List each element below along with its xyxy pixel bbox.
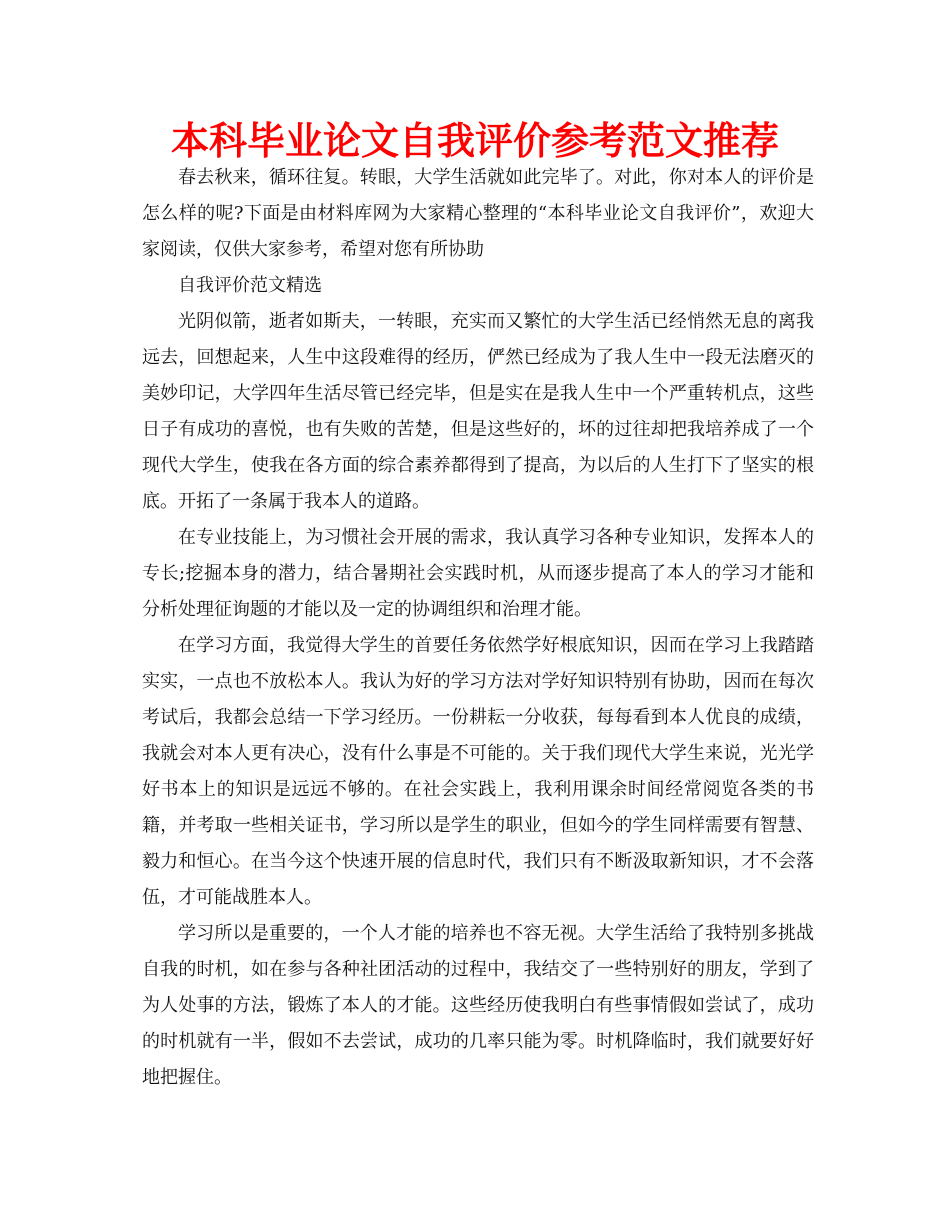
paragraph: 在学习方面，我觉得大学生的首要任务依然学好根底知识，因而在学习上我踏踏实实，一点也不放松本人。我认为好的学习方法对学好知识特别有协助，因而在每次考试后，我都会总结一下学习经历。一份耕耘一分收获，每每看到本人优良的成绩，我就会对本人更有决心，没有什么事是不可能的。关于我们现代大学生来说，光光学好书本上的知识是远远不够的。在社会实践上，我利用课余时间经常阅览各类的书籍，并考取一些相关证书，学习所以是学生的职业，但如今的学生同样需要有智慧、毅力和恒心。在当今这个快速开展的信息时代，我们只有不断汲取新知识，才不会落伍，才可能战胜本人。	[142, 635, 814, 908]
document-body	[142, 160, 814, 1096]
paragraph-intro: 春去秋来，循环往复。转眼，大学生活就如此完毕了。对此，你对本人的评价是怎么样的呢?下面是由材料库网为大家精心整理的“本科毕业论文自我评价”，欢迎大家阅读，仅供大家参考，希望对您有所协助	[142, 167, 814, 260]
document-title: 本科毕业论文自我评价参考范文推荐	[170, 119, 779, 163]
section-heading: 自我评价范文精选	[178, 275, 322, 296]
paragraph: 光阴似箭，逝者如斯夫，一转眼，充实而又繁忙的大学生活已经悄然无息的离我远去，回想起来，人生中这段难得的经历，俨然已经成为了我人生中一段无法磨灭的美妙印记，大学四年生活尽管已经完毕，但是实在是我人生中一个严重转机点，这些日子有成功的喜悦，也有失败的苦楚，但是这些好的，坏的过往却把我培养成了一个现代大学生，使我在各方面的综合素养都得到了提高，为以后的人生打下了坚实的根底。开拓了一条属于我本人的道路。	[142, 311, 814, 512]
paragraph: 在专业技能上，为习惯社会开展的需求，我认真学习各种专业知识，发挥本人的专长;挖掘本身的潜力，结合暑期社会实践时机，从而逐步提高了本人的学习才能和分析处理征询题的才能以及一定的协调组织和治理才能。	[142, 527, 814, 620]
paragraph: 学习所以是重要的，一个人才能的培养也不容无视。大学生活给了我特别多挑战自我的时机，如在参与各种社团活动的过程中，我结交了一些特别好的朋友，学到了为人处事的方法，锻炼了本人的才能。这些经历使我明白有些事情假如尝试了，成功的时机就有一半，假如不去尝试，成功的几率只能为零。时机降临时，我们就要好好地把握住。	[142, 923, 814, 1088]
